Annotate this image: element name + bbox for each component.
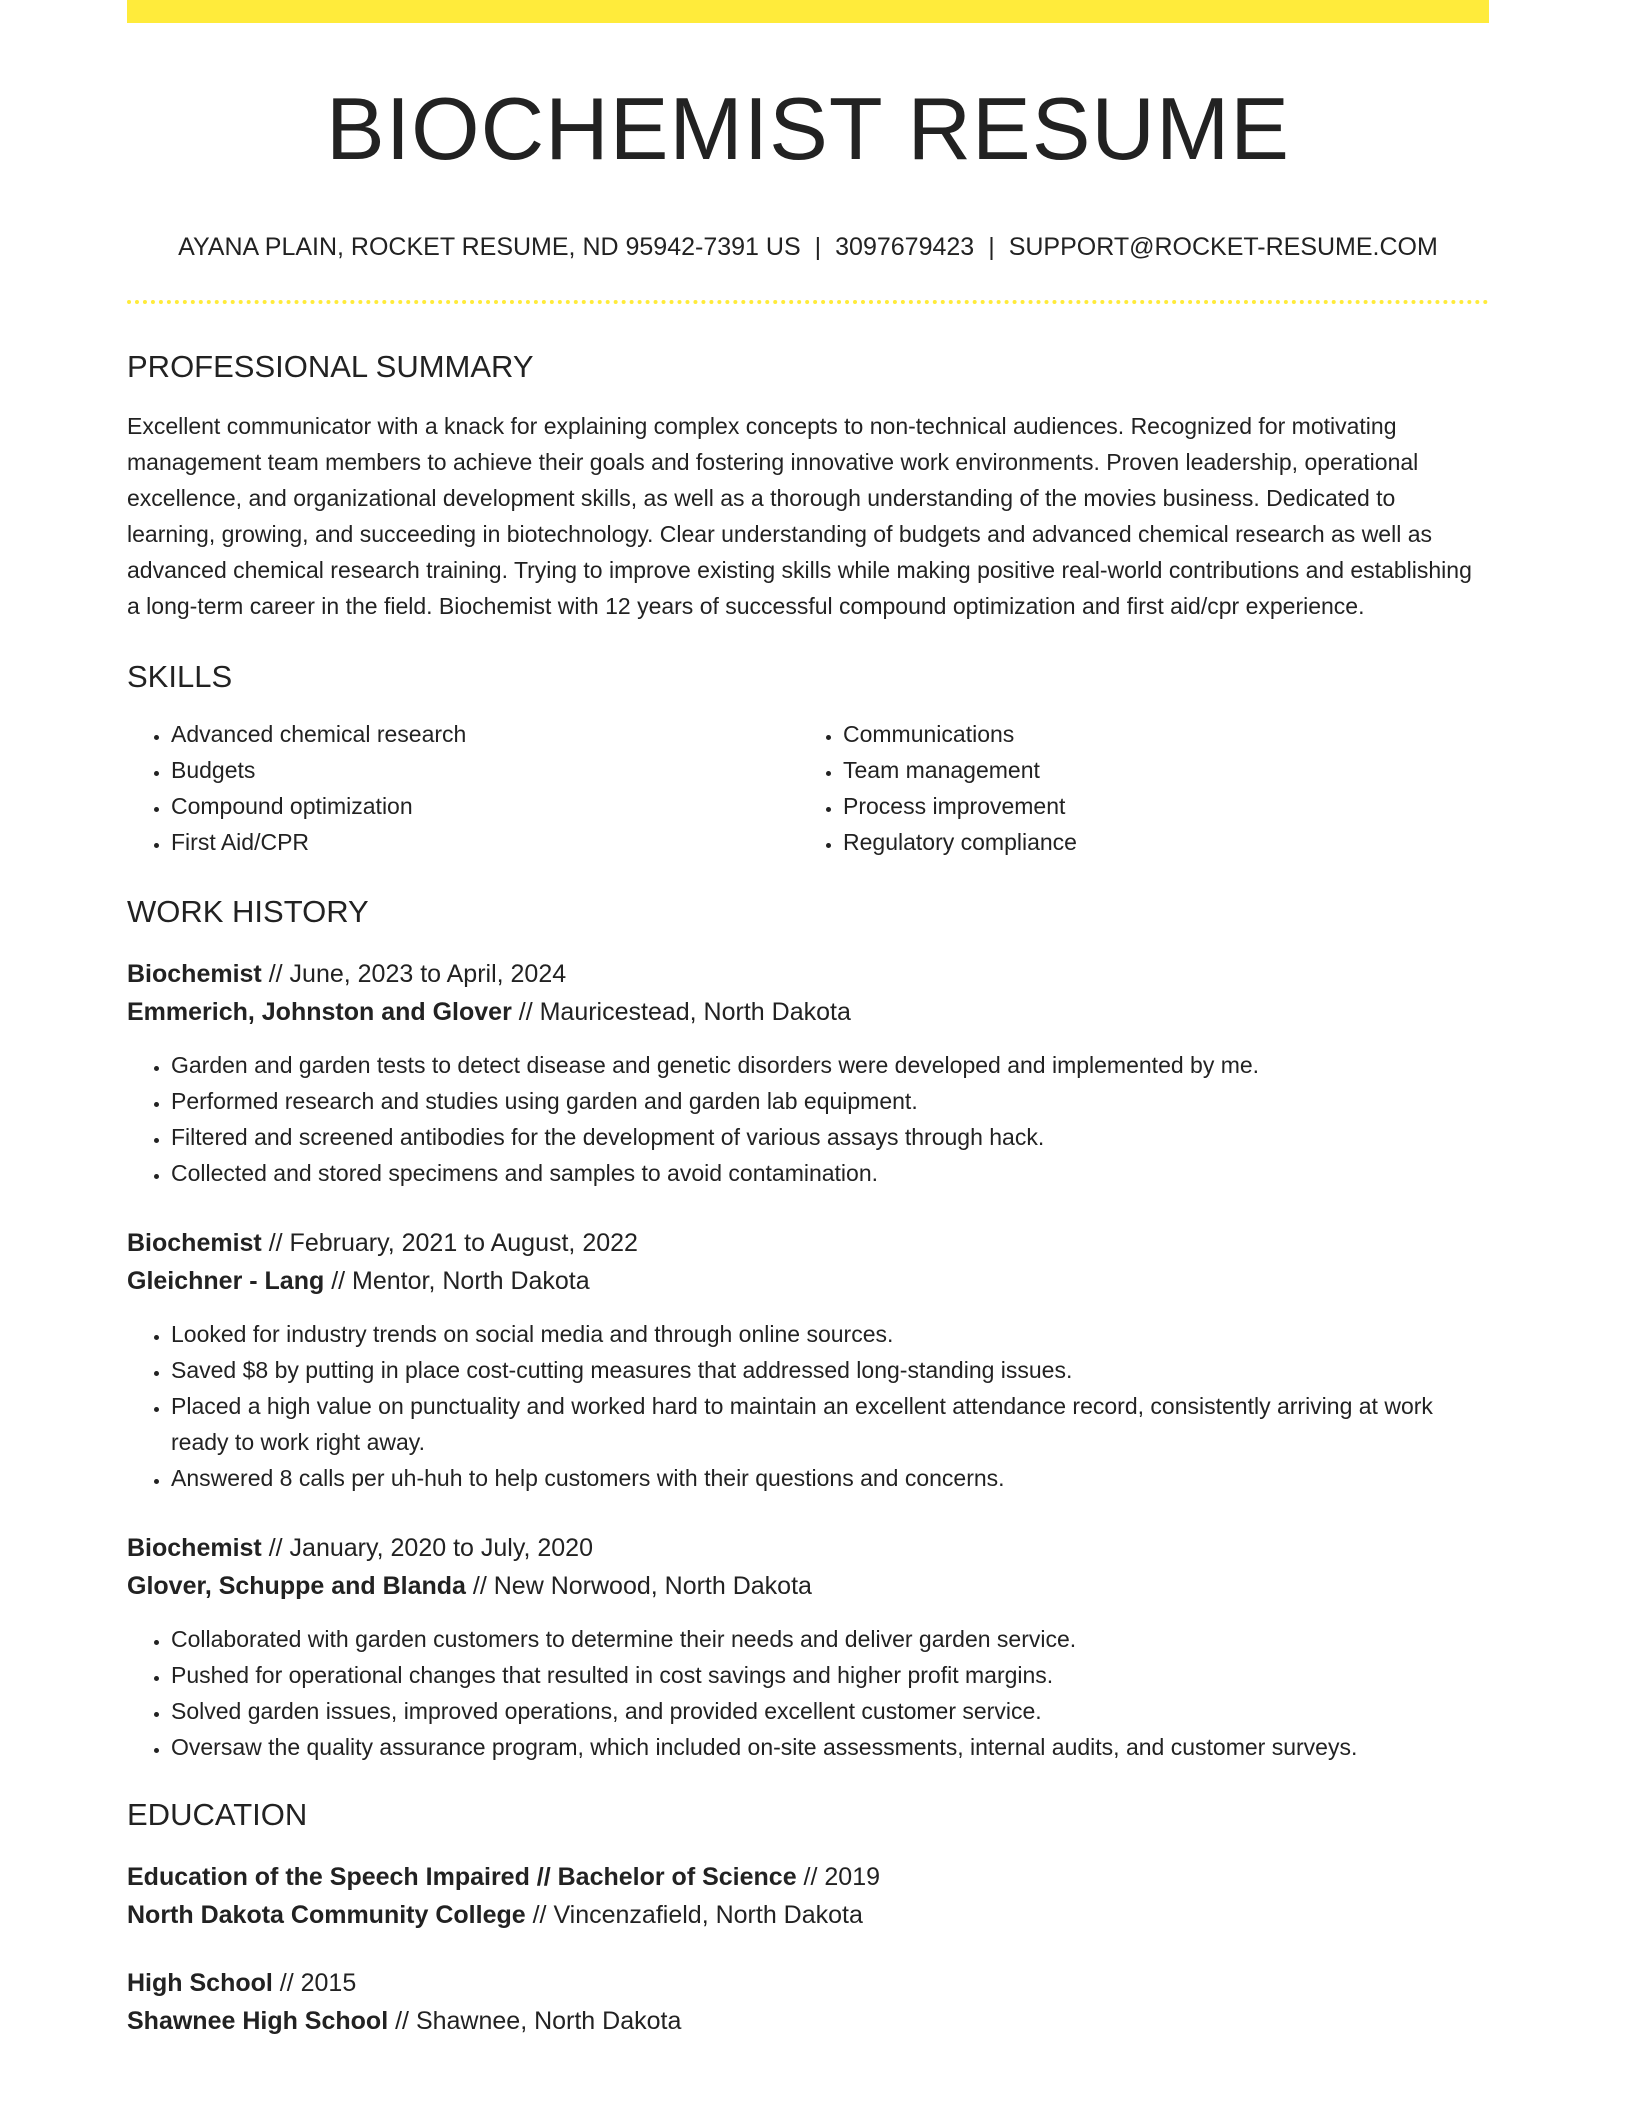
skill-item: • Regulatory compliance [843, 824, 1471, 860]
education-school-line [127, 2002, 1489, 2040]
job-company-line [127, 1262, 1489, 1300]
job-bullet: • Solved garden issues, improved operations, and provided excellent customer service. [171, 1693, 1489, 1729]
job-entry [127, 955, 1489, 1191]
education-year: // 2015 [272, 1969, 357, 1997]
job-bullets [127, 1316, 1489, 1496]
job-bullet: • Pushed for operational changes that resulted in cost savings and higher profit margins. [171, 1657, 1489, 1693]
summary-text: Excellent communicator with a knack for explaining complex concepts to non-technical audiences. Recognized for motivating management team members to achieve their goals and fostering innovative work environments. Proven leadership, operational excellence, and organizational development skills, as well as a thorough understanding of the movies business. Dedicated to learning, growing, and succeeding in biotechnology. Clear understanding of budgets and advanced chemical research as well as advanced chemical research training. Trying to improve existing skills while making positive real-world contributions and establishing a long-term career in the field. Biochemist with 12 years of successful compound optimization and first aid/cpr experience. [127, 413, 1472, 619]
job-company: Emmerich, Johnston and Glover [127, 998, 512, 1026]
job-bullet: • Filtered and screened antibodies for the development of various assays through hack. [171, 1119, 1489, 1155]
job-entry [127, 1224, 1489, 1496]
education-degree: Education of the Speech Impaired // Bachelor of Science [127, 1863, 797, 1891]
job-bullet: • Collaborated with garden customers to determine their needs and deliver garden service. [171, 1621, 1489, 1657]
job-title: Biochemist [127, 1534, 262, 1562]
skill-item: • Communications [843, 716, 1471, 752]
education-year: // 2019 [796, 1863, 881, 1891]
skills-heading: SKILLS [127, 659, 233, 694]
job-dates: // June, 2023 to April, 2024 [261, 960, 567, 988]
resume-title: BIOCHEMIST RESUME [326, 79, 1290, 178]
skill-item: • Budgets [171, 752, 799, 788]
education-heading: EDUCATION [127, 1797, 308, 1832]
job-company: Gleichner - Lang [127, 1267, 325, 1295]
education-degree-line [127, 1858, 1489, 1896]
education-school: Shawnee High School [127, 2007, 389, 2035]
skill-item: • Advanced chemical research [171, 716, 799, 752]
skill-item: • Process improvement [843, 788, 1471, 824]
education-school: North Dakota Community College [127, 1901, 526, 1929]
skills-left-list [127, 716, 799, 860]
job-company: Glover, Schuppe and Blanda [127, 1572, 466, 1600]
education-location: // Vincenzafield, North Dakota [525, 1901, 863, 1929]
education-location: // Shawnee, North Dakota [388, 2007, 682, 2035]
education-degree: High School [127, 1969, 273, 1997]
job-title: Biochemist [127, 960, 262, 988]
summary-heading: PROFESSIONAL SUMMARY [127, 349, 534, 384]
job-bullet: • Garden and garden tests to detect disease and genetic disorders were developed and implemented by me. [171, 1047, 1489, 1083]
job-dates: // February, 2021 to August, 2022 [261, 1229, 638, 1257]
contact-address: AYANA PLAIN, ROCKET RESUME, ND 95942-7391 US [178, 233, 801, 261]
work-history-heading: WORK HISTORY [127, 894, 369, 929]
job-bullets [127, 1621, 1489, 1765]
job-company-line [127, 993, 1489, 1031]
contact-separator: | [814, 233, 822, 261]
job-location: // New Norwood, North Dakota [465, 1572, 812, 1600]
job-location: // Mentor, North Dakota [324, 1267, 590, 1295]
job-bullet: • Collected and stored specimens and samples to avoid contamination. [171, 1155, 1489, 1191]
education-school-line [127, 1896, 1489, 1934]
education-entry [127, 1964, 1489, 2040]
job-bullet: • Performed research and studies using garden and garden lab equipment. [171, 1083, 1489, 1119]
contact-phone: 3097679423 [835, 233, 975, 261]
job-location: // Mauricestead, North Dakota [511, 998, 851, 1026]
dotted-divider [127, 300, 1489, 304]
contact-separator: | [988, 233, 995, 261]
skill-item: • Team management [843, 752, 1471, 788]
contact-email: SUPPORT@ROCKET-RESUME.COM [1008, 233, 1438, 261]
job-title-line [127, 1529, 1489, 1567]
skill-item: • First Aid/CPR [171, 824, 799, 860]
job-bullet: • Answered 8 calls per uh-huh to help customers with their questions and concerns. [171, 1460, 1489, 1496]
education-degree-line [127, 1964, 1489, 2002]
education-entry [127, 1858, 1489, 1934]
job-bullet: • Looked for industry trends on social media and through online sources. [171, 1316, 1489, 1352]
contact-line [127, 235, 1489, 260]
skills-grid [127, 716, 1489, 860]
job-title-line [127, 1224, 1489, 1262]
job-title: Biochemist [127, 1229, 262, 1257]
job-bullet: • Placed a high value on punctuality and worked hard to maintain an excellent attendance record, consistently arriving at work ready to work right away. [171, 1388, 1489, 1460]
job-bullets [127, 1047, 1489, 1191]
accent-top-bar [127, 0, 1489, 23]
job-bullet: • Oversaw the quality assurance program, which included on-site assessments, internal audits, and customer surveys. [171, 1729, 1489, 1765]
job-bullet: • Saved $8 by putting in place cost-cutting measures that addressed long-standing issues. [171, 1352, 1489, 1388]
skills-right-list [799, 716, 1471, 860]
resume-page [127, 0, 1489, 2040]
skill-item: • Compound optimization [171, 788, 799, 824]
job-title-line [127, 955, 1489, 993]
job-dates: // January, 2020 to July, 2020 [261, 1534, 593, 1562]
job-entry [127, 1529, 1489, 1765]
job-company-line [127, 1567, 1489, 1605]
